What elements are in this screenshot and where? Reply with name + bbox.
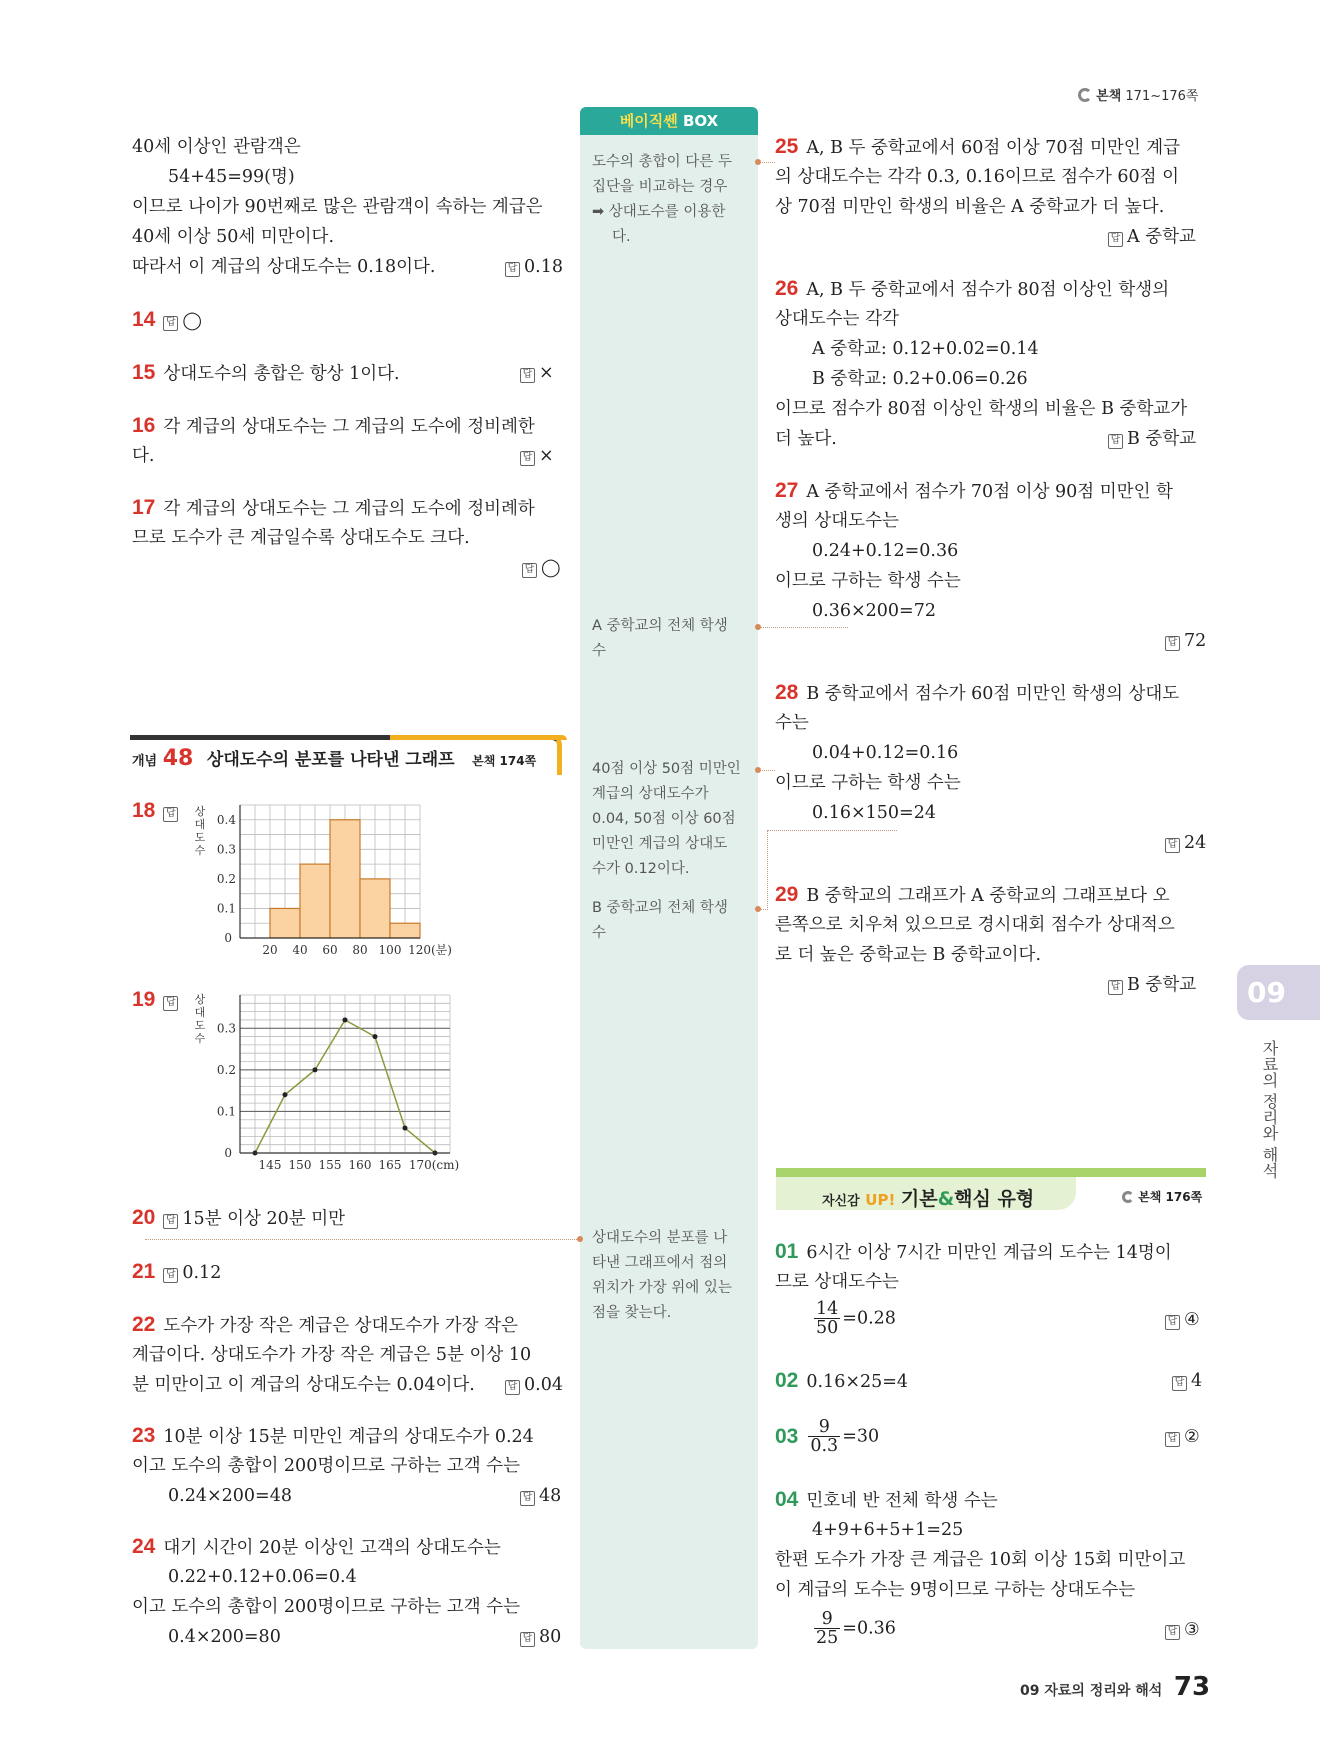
problem-29-line: 로 더 높은 중학교는 B 중학교이다. (775, 945, 1042, 965)
y-tick-label: 0.3 (216, 1021, 236, 1036)
intro-answer: 답 0.18 (505, 252, 563, 282)
y-tick-label: 0.2 (216, 871, 236, 886)
problem-25-line: 상 70점 미만인 학생의 비율은 A 중학교가 더 높다. (775, 197, 1165, 217)
problem-26-line: 이므로 점수가 80점 이상인 학생의 비율은 B 중학교가 (775, 399, 1188, 419)
ref-icon (1122, 1191, 1134, 1203)
connector-line (760, 770, 775, 771)
problem-24-line: 이고 도수의 총합이 200명이므로 구하는 고객 수는 (132, 1597, 520, 1617)
problem-25-answer: 답 A 중학교 (1108, 222, 1196, 252)
connector-line (767, 830, 768, 910)
concept-title: 상대도수의 분포를 나타낸 그래프 (206, 750, 455, 770)
data-point (403, 1126, 408, 1131)
answer-icon: 답 (520, 1491, 535, 1506)
concept-ref: 본책 174쪽 (472, 754, 537, 768)
histogram-chart (190, 795, 470, 960)
problem-20: 20 답 15분 이상 20분 미만 (132, 1206, 346, 1229)
ref-label: 본책 (1096, 89, 1122, 104)
x-tick-label: 100 (378, 943, 402, 957)
problem-27-answer: 답 72 (1165, 626, 1206, 656)
question-02: 02 0.16×25=4 (775, 1369, 909, 1392)
problem-26-line: A 중학교: 0.12+0.02=0.14 (812, 339, 1039, 359)
answer-icon: 답 (522, 563, 537, 578)
answer-icon: 답 (1165, 1625, 1180, 1640)
section-title-row (822, 1184, 1034, 1211)
problem-24-line: 0.4×200=80 (168, 1627, 281, 1647)
problem-24-answer: 답 80 (520, 1622, 561, 1652)
section-title1: 기본 (900, 1188, 938, 1210)
problem-22-line: 계급이다. 상대도수가 가장 작은 계급은 5분 이상 10 (132, 1345, 532, 1365)
side-note-5: 상대도수의 분포를 나 타낸 그래프에서 점의 위치가 가장 위에 있는 점을 찾는다. (592, 1230, 732, 1321)
problem-25-line: 의 상대도수는 각각 0.3, 0.16이므로 점수가 60점 이 (775, 167, 1180, 187)
problem-26: 26 A, B 두 중학교에서 점수가 80점 이상인 학생의 (775, 277, 1170, 300)
y-tick-label: 0.1 (216, 1104, 236, 1119)
question-04-line: 4+9+6+5+1=25 (812, 1520, 964, 1540)
question-04-answer: 답 ③ (1165, 1615, 1200, 1645)
x-tick-label: 80 (352, 943, 368, 957)
problem-15: 15 상대도수의 총합은 항상 1이다. (132, 361, 400, 384)
section-up: UP! (865, 1191, 896, 1209)
origin-label: 0 (224, 1146, 232, 1160)
problem-26-line: B 중학교: 0.2+0.06=0.26 (812, 369, 1028, 389)
concept-label: 개념 (132, 754, 158, 769)
answer-icon: 답 (505, 1380, 520, 1395)
connector-line (145, 1239, 577, 1240)
histogram-bar (270, 908, 300, 938)
problem-28-line: 이므로 구하는 학생 수는 (775, 773, 961, 793)
answer-icon: 답 (1165, 636, 1180, 651)
histogram-bar (360, 879, 390, 938)
answer-icon: 답 (520, 451, 535, 466)
ref-pages: 171~176쪽 (1125, 89, 1199, 104)
problem-22-line: 분 미만이고 이 계급의 상대도수는 0.04이다. (132, 1375, 475, 1395)
section-ref: 본책 176쪽 (1122, 1188, 1202, 1205)
answer-icon: 답 (163, 316, 178, 331)
fraction: $\frac{9}{25}$ (816, 1609, 839, 1648)
answer-icon: 답 (1172, 1376, 1187, 1391)
y-tick-label: 0.1 (216, 901, 236, 916)
connector-line (760, 162, 775, 163)
intro-line: 40세 이상 50세 미만이다. (132, 227, 335, 247)
concept-title-row (132, 745, 536, 771)
problem-22-answer: 답 0.04 (505, 1370, 563, 1400)
side-note-4: B 중학교의 전체 학생 수 (592, 900, 728, 941)
concept-number: 48 (162, 746, 194, 771)
section-title2: 핵심 유형 (954, 1188, 1035, 1210)
y-axis-label-char: 대 (194, 1006, 206, 1019)
chapter-tab-label: 자료의 정리와 해석 (1260, 1040, 1279, 1179)
concept-header-accent (390, 735, 567, 740)
question-01: 01 6시간 이상 7시간 미만인 계급의 도수는 14명이 (775, 1240, 1172, 1263)
y-tick-label: 0.2 (216, 1062, 236, 1077)
section-amp: & (937, 1188, 955, 1210)
problem-27-line: 0.36×200=72 (812, 601, 936, 621)
y-axis-label-char: 상 (194, 993, 206, 1006)
connector-line (767, 830, 897, 831)
answer-icon: 답 (505, 262, 520, 277)
problem-29: 29 B 중학교의 그래프가 A 중학교의 그래프보다 오 (775, 883, 1170, 906)
side-note-3: 40점 이상 50점 미만인 계급의 상대도수가 0.04, 50점 이상 60점 미만인 계급의 상대도 수가 0.12이다. (592, 761, 741, 877)
problem-18: 18 답 (132, 796, 182, 827)
problem-17-line: 므로 도수가 큰 계급일수록 상대도수도 크다. (132, 528, 470, 548)
problem-27-line: 이므로 구하는 학생 수는 (775, 571, 961, 591)
answer-icon: 답 (1108, 232, 1123, 247)
question-04: 04 민호네 반 전체 학생 수는 (775, 1488, 998, 1511)
question-01-formula: $\frac{14}{50}$ =0.28 (816, 1299, 896, 1338)
footer-chapter: 09 자료의 정리와 해석 (1020, 1683, 1163, 1699)
answer-icon: 답 (163, 1268, 178, 1283)
side-note-2: A 중학교의 전체 학생 수 (592, 618, 728, 659)
fraction: $\frac{14}{50}$ (816, 1299, 839, 1338)
problem-16-line: 다. (132, 446, 155, 466)
problem-27: 27 A 중학교에서 점수가 70점 이상 90점 미만인 학 (775, 479, 1173, 502)
histogram-bar (390, 923, 420, 938)
data-point (343, 1017, 348, 1022)
data-point (313, 1067, 318, 1072)
connector-dot (577, 1236, 583, 1242)
problem-21: 21 답 0.12 (132, 1260, 222, 1283)
x-tick-label: 145 (258, 1158, 282, 1172)
y-axis-label-char: 도 (194, 831, 206, 844)
problem-17-answer: 답 ◯ (522, 553, 561, 583)
sidebar-box-title: 베이직쎈 BOX (580, 107, 758, 135)
fraction: $\frac{9}{0.3}$ (810, 1417, 839, 1456)
y-axis-label-char: 대 (194, 818, 206, 831)
problem-14: 14 답 ◯ (132, 308, 202, 331)
answer-icon: 답 (163, 807, 178, 822)
ref-icon (1078, 88, 1092, 102)
x-tick-label: 60 (322, 943, 338, 957)
problem-23: 23 10분 이상 15분 미만인 계급의 상대도수가 0.24 (132, 1424, 534, 1447)
answer-icon: 답 (520, 368, 535, 383)
intro-line: 따라서 이 계급의 상대도수는 0.18이다. (132, 257, 436, 277)
answer-icon: 답 (1165, 1315, 1180, 1330)
page-number: 73 (1173, 1672, 1211, 1702)
histogram-bar (330, 820, 360, 938)
question-03: 03 $\frac{9}{0.3}$ =30 (775, 1417, 880, 1456)
footer (1020, 1672, 1210, 1702)
page-ref (1078, 85, 1198, 104)
problem-23-answer: 답 48 (520, 1481, 561, 1511)
problem-28-answer: 답 24 (1165, 828, 1206, 858)
problem-26-line: 더 높다. (775, 429, 837, 449)
x-tick-label: 120(분) (408, 943, 452, 957)
x-tick-label: 155 (318, 1158, 342, 1172)
data-point (373, 1034, 378, 1039)
y-axis-label-char: 상 (194, 805, 206, 818)
x-tick-label: 20 (262, 943, 278, 957)
answer-icon: 답 (1165, 838, 1180, 853)
problem-27-line: 0.24+0.12=0.36 (812, 541, 959, 561)
problem-24-line: 0.22+0.12+0.06=0.4 (168, 1567, 357, 1587)
question-04-line: 이 계급의 도수는 9명이므로 구하는 상대도수는 (775, 1580, 1136, 1600)
problem-16-answer: 답 × (520, 441, 554, 471)
origin-label: 0 (224, 931, 232, 945)
data-point (283, 1092, 288, 1097)
problem-28-line: 수는 (775, 713, 809, 733)
x-tick-label: 170(cm) (408, 1158, 460, 1172)
y-axis-label-char: 도 (194, 1019, 206, 1032)
section-pre: 자신감 (822, 1194, 860, 1209)
connector-line (760, 627, 848, 628)
answer-icon: 답 (163, 996, 178, 1011)
intro-line: 이므로 나이가 90번째로 많은 관람객이 속하는 계급은 (132, 197, 543, 217)
question-04-line: 한편 도수가 가장 큰 계급은 10회 이상 15회 미만이고 (775, 1550, 1186, 1570)
y-axis-label (195, 804, 206, 857)
problem-29-line: 른쪽으로 치우쳐 있으므로 경시대회 점수가 상대적으 (775, 915, 1175, 935)
problem-27-line: 생의 상대도수는 (775, 511, 899, 531)
problem-24: 24 대기 시간이 20분 이상인 고객의 상대도수는 (132, 1535, 501, 1558)
intro-line: 54+45=99(명) (168, 167, 295, 187)
problem-25: 25 A, B 두 중학교에서 60점 이상 70점 미만인 계급 (775, 135, 1181, 158)
problem-23-line: 0.24×200=48 (168, 1486, 292, 1506)
y-axis-label-char: 수 (194, 844, 206, 857)
problem-28-line: 0.16×150=24 (812, 803, 936, 823)
problem-28: 28 B 중학교에서 점수가 60점 미만인 학생의 상대도 (775, 681, 1180, 704)
y-axis-label-char: 수 (194, 1032, 206, 1045)
problem-19: 19 답 (132, 985, 182, 1016)
answer-icon: 답 (1108, 434, 1123, 449)
frequency-polygon-chart (190, 985, 480, 1175)
question-01-line: 므로 상대도수는 (775, 1272, 899, 1292)
question-01-answer: 답 ④ (1165, 1305, 1200, 1335)
problem-17: 17 각 계급의 상대도수는 그 계급의 도수에 정비례하 (132, 496, 535, 519)
question-02-answer: 답 4 (1172, 1366, 1202, 1396)
problem-22: 22 도수가 가장 작은 계급은 상대도수가 가장 작은 (132, 1313, 518, 1336)
answer-icon: 답 (163, 1214, 178, 1229)
problem-26-answer: 답 B 중학교 (1108, 424, 1196, 454)
x-tick-label: 165 (378, 1158, 402, 1172)
problem-16: 16 각 계급의 상대도수는 그 계급의 도수에 정비례한 (132, 414, 535, 437)
problem-23-line: 이고 도수의 총합이 200명이므로 구하는 고객 수는 (132, 1456, 520, 1476)
problem-29-answer: 답 B 중학교 (1108, 970, 1196, 1000)
x-tick-label: 40 (292, 943, 308, 957)
problem-28-line: 0.04+0.12=0.16 (812, 743, 959, 763)
side-note-1: 도수의 총합이 다른 두 집단을 비교하는 경우 ➡ 상대도수를 이용한 다. (592, 154, 732, 245)
intro-line: 40세 이상인 관람객은 (132, 137, 301, 157)
x-tick-label: 160 (348, 1158, 372, 1172)
x-tick-label: 150 (288, 1158, 312, 1172)
chapter-tab[interactable] (1237, 965, 1320, 1020)
y-tick-label: 0.3 (216, 842, 236, 857)
histogram-bar (300, 864, 330, 938)
problem-26-line: 상대도수는 각각 (775, 309, 899, 329)
question-03-answer: 답 ② (1165, 1422, 1200, 1452)
y-axis-label (195, 992, 206, 1045)
y-tick-label: 0.4 (216, 812, 236, 827)
answer-icon: 답 (1165, 1432, 1180, 1447)
question-04-formula: $\frac{9}{25}$ =0.36 (816, 1609, 896, 1648)
answer-icon: 답 (1108, 980, 1123, 995)
problem-15-answer: 답 × (520, 358, 554, 388)
answer-icon: 답 (520, 1632, 535, 1647)
chapter-tab-number: 09 (1247, 976, 1286, 1009)
